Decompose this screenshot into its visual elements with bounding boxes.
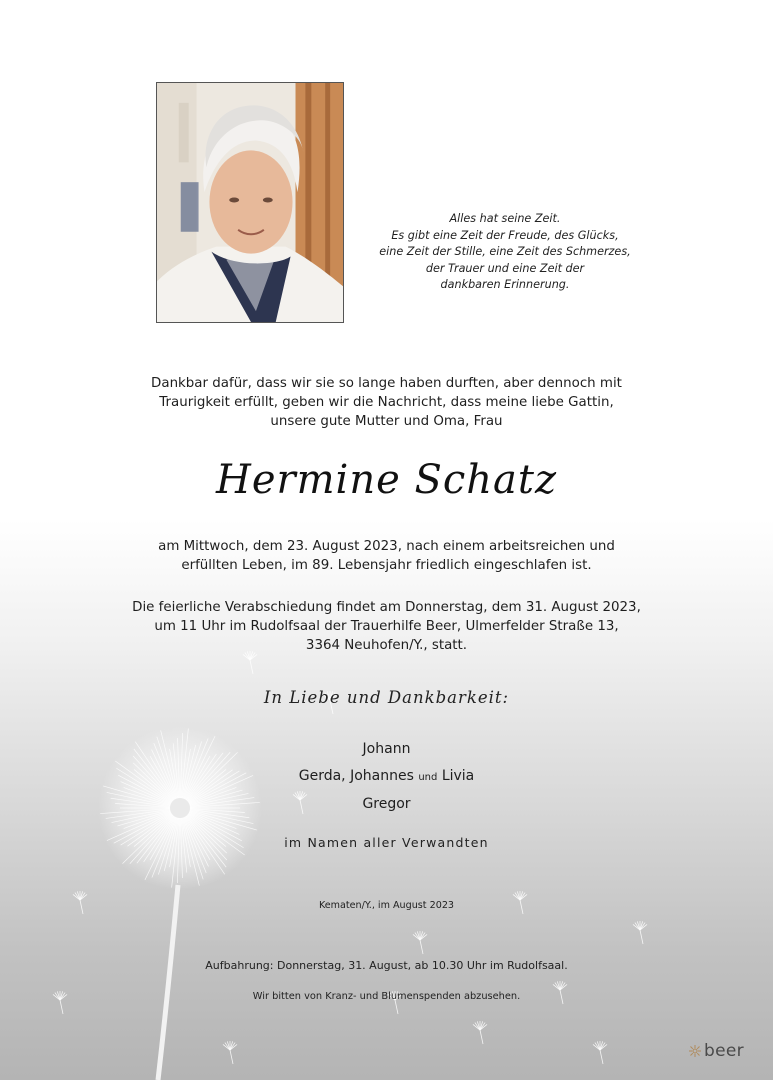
funeral-notice: [0, 598, 773, 655]
mourner-line: [0, 763, 773, 791]
mourners-list: [0, 736, 773, 818]
wake-notice: Aufbahrung: Donnerstag, 31. August, ab 10.30 Uhr im Rudolfsaal.: [205, 959, 568, 972]
quote-text: [375, 211, 635, 294]
mourner-names: Livia: [441, 768, 475, 784]
deceased-name: Hermine Schatz: [215, 457, 558, 503]
death-notice-line: erfüllten Leben, im 89. Lebensjahr friedlich eingeschlafen ist.: [181, 558, 592, 573]
mourner-line: Johann: [362, 741, 411, 757]
quote-line: eine Zeit der Stille, eine Zeit des Schmerzes,: [379, 245, 631, 258]
beer-logo: [688, 1040, 744, 1062]
intro-line: unsere gute Mutter und Oma, Frau: [270, 414, 503, 429]
quote-line: der Trauer und eine Zeit der: [425, 261, 585, 275]
closing-phrase: In Liebe und Dankbarkeit:: [263, 688, 510, 707]
quote-line: Es gibt eine Zeit der Freude, des Glücks,: [391, 228, 619, 242]
portrait-photo: [156, 82, 344, 323]
mourner-conjunction: und: [418, 772, 438, 783]
death-notice-line: am Mittwoch, dem 23. August 2023, nach einem arbeitsreichen und: [158, 539, 615, 554]
logo-text: beer: [704, 1041, 744, 1061]
death-notice: [0, 537, 773, 575]
place-date: Kematen/Y., im August 2023: [318, 900, 455, 911]
mourner-line: Gregor: [362, 796, 411, 812]
funeral-notice-line: um 11 Uhr im Rudolfsaal der Trauerhilfe Beer, Ulmerfelder Straße 13,: [154, 619, 619, 634]
intro-line: Dankbar dafür, dass wir sie so lange haben durften, aber dennoch mit: [151, 376, 622, 391]
mourner-names: Gerda, Johannes: [298, 768, 414, 784]
intro-line: Traurigkeit erfüllt, geben wir die Nachricht, dass meine liebe Gattin,: [159, 395, 614, 410]
dandelion-logo-icon: [688, 1044, 702, 1058]
funeral-notice-line: 3364 Neuhofen/Y., statt.: [305, 638, 468, 653]
quote-line: dankbaren Erinnerung.: [440, 278, 570, 291]
relatives-line: im Namen aller Verwandten: [284, 835, 489, 850]
quote-line: Alles hat seine Zeit.: [449, 212, 561, 225]
flowers-notice: Wir bitten von Kranz- und Blumenspenden abzusehen.: [252, 991, 521, 1002]
funeral-notice-line: Die feierliche Verabschiedung findet am Donnerstag, dem 31. August 2023,: [132, 600, 641, 615]
intro-paragraph: [0, 374, 773, 431]
